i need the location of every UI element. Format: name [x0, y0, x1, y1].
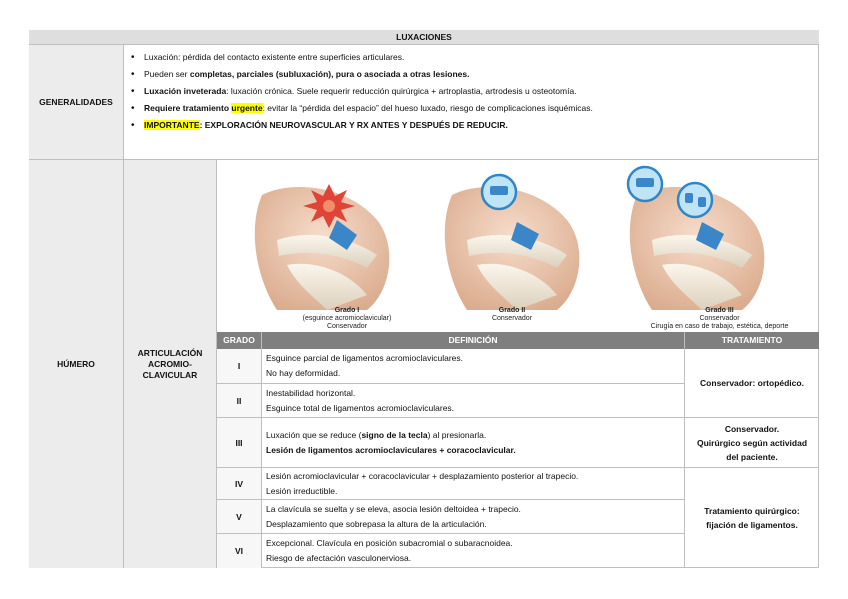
humero-label: HÚMERO [29, 160, 124, 568]
generalidades-item [144, 83, 819, 100]
grade-cell: III [217, 418, 262, 468]
caption-line: Conservador [699, 315, 740, 322]
definition-line [266, 443, 684, 458]
text-run: La clavícula se suelta y se eleva, asocia lesión deltoidea + trapecio. [266, 503, 521, 514]
definition-line [266, 484, 684, 499]
text-run: Desplazamiento que sobrepasa la altura de la articulación. [266, 518, 487, 529]
definition-line [266, 401, 684, 416]
text-run: Riesgo de afectación vasculonerviosa. [266, 553, 412, 563]
generalidades-item [144, 49, 819, 66]
definition-cell [262, 418, 685, 468]
generalidades-item [144, 117, 819, 134]
definition-line [266, 517, 684, 532]
text-run: Lesión de ligamentos acromioclaviculares + coracoclavicular. [266, 444, 516, 455]
definition-line [266, 551, 684, 566]
treatment-cell [685, 468, 819, 568]
text-run: Requiere tratamiento [144, 103, 232, 113]
text-run: Lesión acromioclavicular + coracoclavicular + desplazamiento posterior al trapecio. [266, 470, 579, 481]
ligament-detail [490, 186, 508, 195]
text-run: Esguince parcial de ligamentos acromioclaviculares. [266, 353, 464, 363]
text-run: ) al presionarla. [427, 429, 487, 440]
caption-grade-1 [272, 307, 422, 331]
treatment-cell [685, 349, 819, 418]
text-run: Lesión irreductible. [266, 485, 338, 496]
grade-cell: I [217, 349, 262, 384]
treatment-cell [685, 418, 819, 468]
caption-grade: Grado I [334, 307, 360, 314]
definition-line [266, 351, 684, 366]
luxaciones-page [29, 30, 819, 568]
definition-cell [262, 349, 685, 384]
ligament-detail [698, 197, 706, 207]
treatment-line: Quirúrgico según actividad [696, 437, 808, 448]
text-run: Excepcional. Clavícula en posición subacromial o subaracnoidea. [266, 538, 513, 548]
definition-line [266, 502, 684, 517]
generalidades-item [144, 100, 819, 117]
text-run: Pueden ser [144, 69, 190, 79]
text-run: Esguince total de ligamentos acromioclaviculares. [266, 402, 455, 413]
caption-grade-3 [622, 307, 817, 331]
articulacion-label [124, 160, 217, 568]
shoulder-grade-1 [255, 184, 390, 310]
definition-line [266, 366, 684, 381]
articulacion-line: ACROMIO- [148, 358, 192, 369]
articulacion-line: CLAVICULAR [142, 369, 198, 380]
treatment-line: Conservador. [724, 423, 780, 434]
caption-grade: Grado II [498, 307, 526, 314]
definition-cell [262, 500, 685, 534]
shoulder-grade-3 [628, 167, 764, 310]
definition-line [266, 536, 684, 551]
text-run: : luxación crónica. Suele requerir reducción quirúrgica + artroplastia, artrodesis u osteotomía. [226, 86, 577, 96]
text-run: : EXPLORACIÓN NEUROVASCULAR Y RX ANTES Y DESPUÉS DE REDUCIR. [199, 120, 508, 130]
caption-line: (esguince acromioclavicular) [302, 315, 392, 322]
highlighted-text: urgente [231, 103, 263, 113]
text-run: : evitar la “pérdida del espacio” del hueso luxado, riesgo de complicaciones isquémicas. [262, 103, 593, 113]
highlighted-text: IMPORTANTE [144, 120, 200, 130]
magnifier-circle [678, 183, 712, 217]
definition-line [266, 386, 684, 401]
definition-cell [262, 534, 685, 568]
grade-cell: VI [217, 534, 262, 568]
treatment-line: del paciente. [726, 451, 778, 462]
acromioclavicular-illustration [217, 160, 819, 332]
ligament-detail [636, 178, 654, 187]
treatment-line: fijación de ligamentos. [706, 520, 798, 530]
generalidades-body [124, 45, 819, 160]
articulacion-line: ARTICULACIÓN [137, 347, 203, 358]
text-run: Inestabilidad horizontal. [266, 387, 356, 398]
definition-cell [262, 384, 685, 418]
definition-cell [262, 468, 685, 500]
generalidades-list [124, 49, 819, 134]
definition-line [266, 469, 684, 484]
text-run: Luxación inveterada [144, 86, 227, 96]
ligament-detail [685, 193, 693, 203]
header-tratamiento: TRATAMIENTO [685, 332, 819, 349]
treatment-line: Tratamiento quirúrgico: [704, 506, 800, 516]
text-run: No hay deformidad. [266, 368, 341, 378]
grades-table [217, 332, 819, 568]
caption-line: Conservador [491, 315, 533, 322]
header-definicion: DEFINICIÓN [262, 332, 685, 349]
caption-grade-2 [457, 307, 567, 323]
page-title: LUXACIONES [29, 30, 819, 45]
text-run: completas, parciales (subluxación), pura o asociada a otras lesiones. [189, 69, 470, 79]
definition-line [266, 428, 684, 443]
caption-grade: Grado III [705, 307, 734, 314]
generalidades-item [144, 66, 819, 83]
caption-line: Conservador [326, 323, 368, 330]
generalidades-label: GENERALIDADES [29, 45, 124, 160]
grade-cell: V [217, 500, 262, 534]
text-run: Luxación: pérdida del contacto existente entre superficies articulares. [144, 52, 405, 62]
shoulder-grade-2 [445, 175, 580, 310]
text-run: signo de la tecla [361, 429, 428, 440]
header-grado: GRADO [217, 332, 262, 349]
grade-cell: II [217, 384, 262, 418]
text-run: Luxación que se reduce ( [266, 429, 362, 440]
grade-cell: IV [217, 468, 262, 500]
caption-line: Cirugía en caso de trabajo, estética, deporte [650, 323, 789, 330]
injury-center [323, 200, 335, 212]
treatment-line: Conservador: ortopédico. [700, 378, 804, 388]
